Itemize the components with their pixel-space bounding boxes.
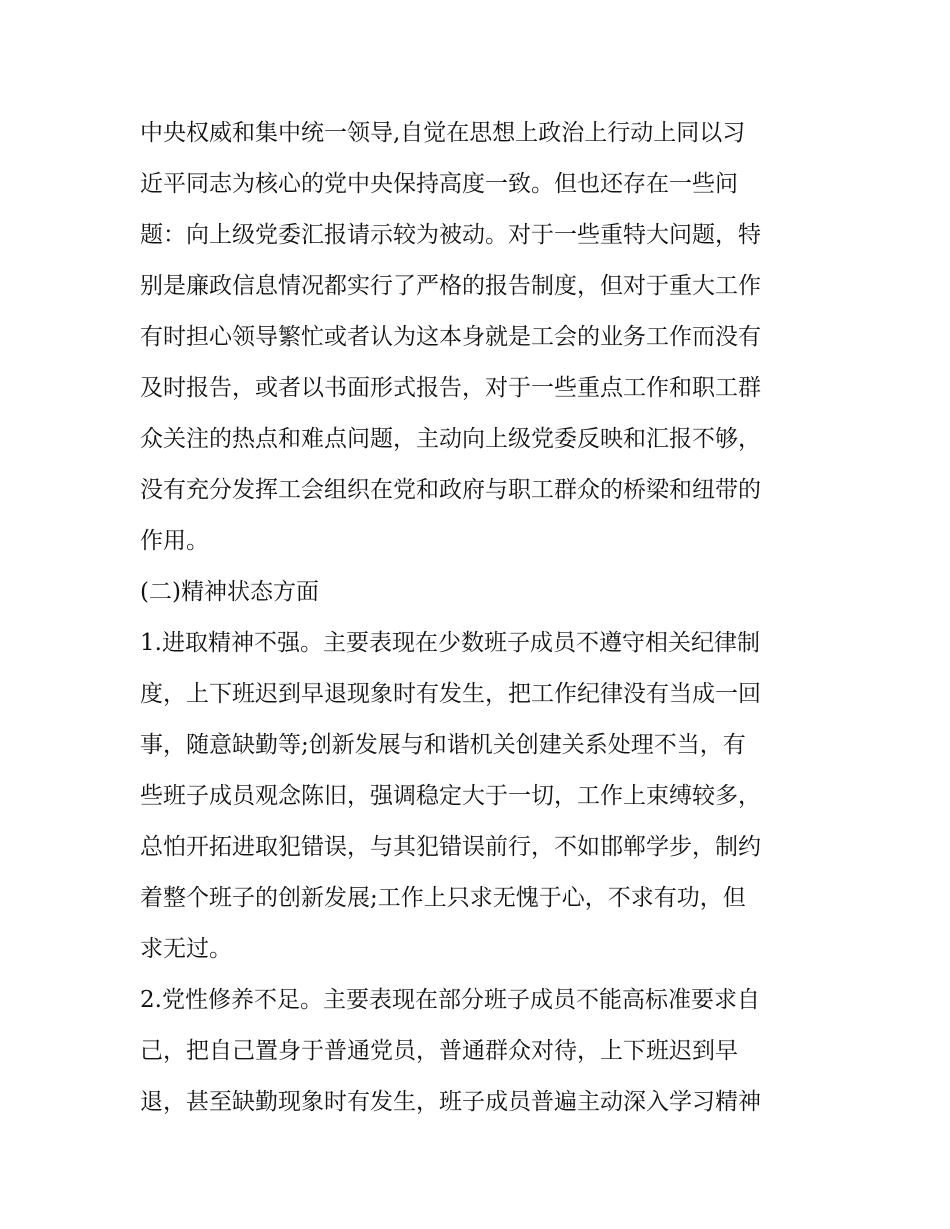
text-line: 度，上下班迟到早退现象时有发生，把工作纪律没有当成一回	[140, 681, 761, 707]
text-line: 中央权威和集中统一领导,自觉在思想上政治上行动上同以习	[140, 120, 746, 146]
text-line: 些班子成员观念陈旧，强调稳定大于一切，工作上束缚较多，	[140, 783, 761, 809]
document-body	[140, 108, 820, 1128]
text-line: 退，甚至缺勤现象时有发生，班子成员普遍主动深入学习精神	[140, 1089, 761, 1115]
text-line: 作用。	[140, 528, 209, 554]
text-line: 题：向上级党委汇报请示较为被动。对于一些重特大问题，特	[140, 222, 761, 248]
text-line: 求无过。	[140, 936, 232, 962]
text-line: 别是廉政信息情况都实行了严格的报告制度，但对于重大工作	[140, 273, 761, 299]
text-line: 总怕开拓进取犯错误，与其犯错误前行，不如邯郸学步，制约	[140, 834, 761, 860]
text-line: 及时报告，或者以书面形式报告，对于一些重点工作和职工群	[140, 375, 761, 401]
text-line: 2.党性修养不足。主要表现在部分班子成员不能高标准要求自	[140, 987, 760, 1013]
section-heading: (二)精神状态方面	[140, 579, 319, 605]
text-line: 着整个班子的创新发展;工作上只求无愧于心，不求有功，但	[140, 885, 746, 911]
text-line: 众关注的热点和难点问题，主动向上级党委反映和汇报不够，	[140, 426, 761, 452]
text-line: 近平同志为核心的党中央保持高度一致。但也还存在一些问	[140, 171, 738, 197]
text-line: 1.进取精神不强。主要表现在少数班子成员不遵守相关纪律制	[140, 630, 760, 656]
text-line: 没有充分发挥工会组织在党和政府与职工群众的桥梁和纽带的	[140, 477, 761, 503]
text-line: 事，随意缺勤等;创新发展与和谐机关创建关系处理不当，有	[140, 732, 746, 758]
text-line: 己，把自己置身于普通党员，普通群众对待，上下班迟到早	[140, 1038, 738, 1064]
text-line: 有时担心领导繁忙或者认为这本身就是工会的业务工作而没有	[140, 324, 761, 350]
